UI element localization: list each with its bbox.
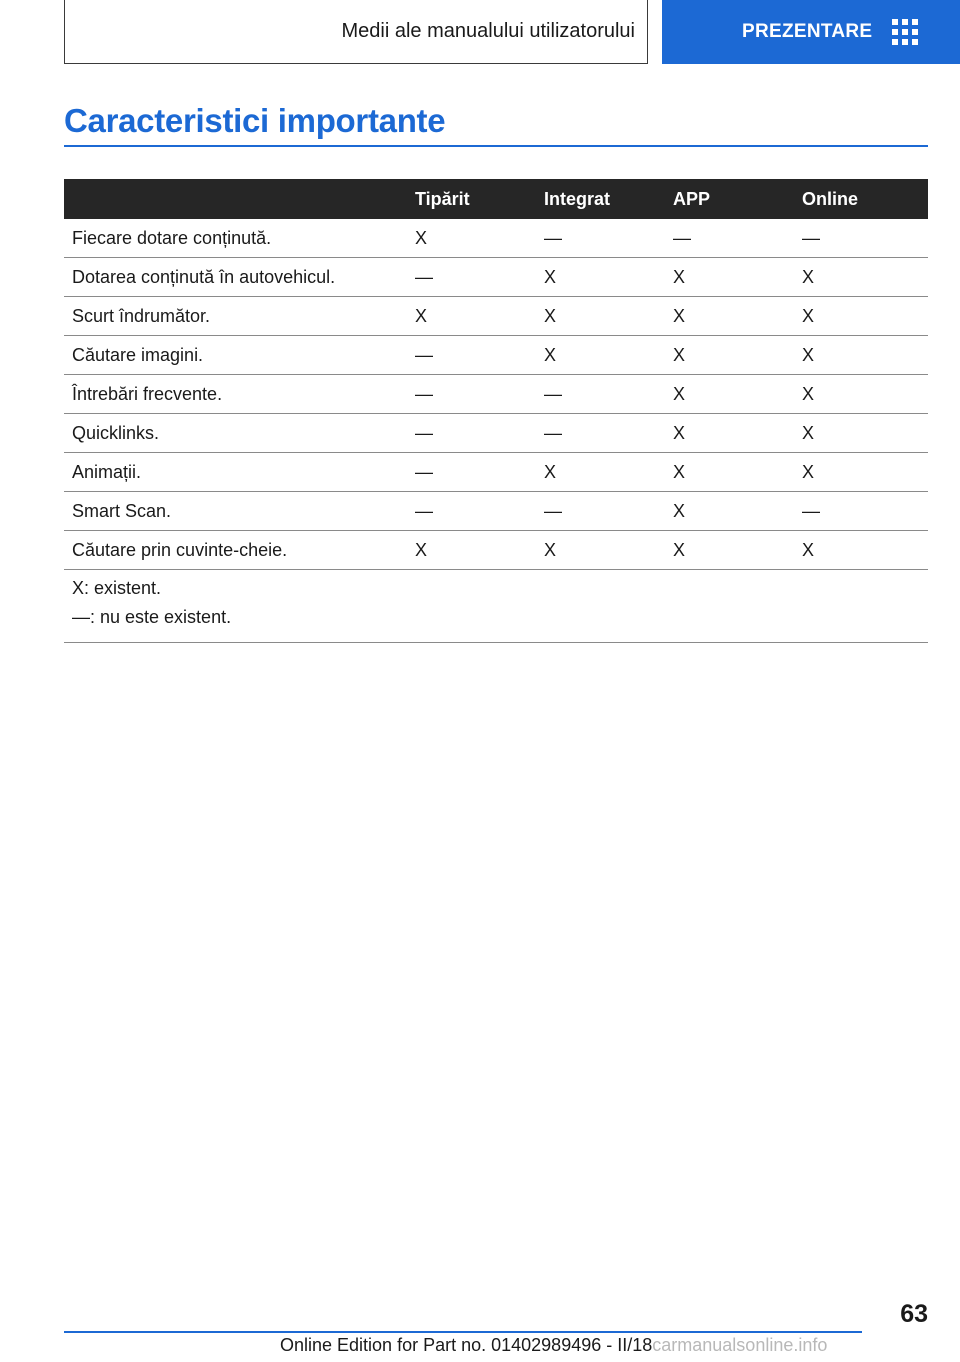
feature-name-cell: Întrebări frecvente. bbox=[64, 375, 407, 414]
legend-cell bbox=[64, 570, 928, 643]
availability-cell: — bbox=[794, 492, 928, 531]
availability-cell: — bbox=[536, 375, 665, 414]
grid-icon[interactable] bbox=[892, 19, 920, 45]
availability-cell: X bbox=[407, 219, 536, 258]
features-table bbox=[64, 179, 928, 643]
header-section-label: Medii ale manualului utilizatorului bbox=[341, 20, 635, 42]
availability-cell: X bbox=[536, 297, 665, 336]
column-header: Online bbox=[794, 179, 928, 219]
availability-cell: — bbox=[407, 492, 536, 531]
legend-item: —: nu este existent. bbox=[72, 607, 232, 627]
availability-cell: — bbox=[407, 258, 536, 297]
availability-cell: X bbox=[665, 297, 794, 336]
availability-cell: X bbox=[665, 336, 794, 375]
availability-cell: — bbox=[665, 219, 794, 258]
availability-cell: X bbox=[794, 531, 928, 570]
availability-cell: X bbox=[794, 258, 928, 297]
header-tab-label: PREZENTARE bbox=[742, 21, 873, 42]
title-divider bbox=[64, 145, 928, 147]
table-row bbox=[64, 414, 928, 453]
availability-cell: X bbox=[794, 336, 928, 375]
availability-cell: X bbox=[407, 531, 536, 570]
table-row bbox=[64, 531, 928, 570]
legend-row bbox=[64, 570, 928, 643]
availability-cell: X bbox=[536, 531, 665, 570]
availability-cell: X bbox=[665, 492, 794, 531]
availability-cell: — bbox=[407, 414, 536, 453]
header-section-box bbox=[64, 0, 648, 64]
table-header-row bbox=[64, 179, 928, 219]
table-row bbox=[64, 453, 928, 492]
feature-name-cell: Dotarea conținută în autovehicul. bbox=[64, 258, 407, 297]
footer-edition: Online Edition for Part no. 01402989496 - II/18 bbox=[280, 1335, 653, 1355]
table-row bbox=[64, 375, 928, 414]
header-tab[interactable] bbox=[662, 0, 960, 64]
feature-name-cell: Căutare imagini. bbox=[64, 336, 407, 375]
availability-cell: X bbox=[665, 453, 794, 492]
availability-cell: X bbox=[665, 258, 794, 297]
availability-cell: X bbox=[794, 375, 928, 414]
feature-name-cell: Animații. bbox=[64, 453, 407, 492]
feature-name-cell: Smart Scan. bbox=[64, 492, 407, 531]
table-row bbox=[64, 219, 928, 258]
legend-item: X: existent. bbox=[72, 578, 162, 598]
availability-cell: — bbox=[794, 219, 928, 258]
availability-cell: X bbox=[794, 453, 928, 492]
footer-divider bbox=[64, 1331, 862, 1333]
column-header: Tipărit bbox=[407, 179, 536, 219]
availability-cell: X bbox=[794, 297, 928, 336]
page-number: 63 bbox=[900, 1300, 928, 1328]
availability-cell: X bbox=[665, 375, 794, 414]
table-row bbox=[64, 336, 928, 375]
availability-cell: X bbox=[536, 453, 665, 492]
footer-watermark: carmanualsonline.info bbox=[652, 1335, 828, 1355]
availability-cell: — bbox=[407, 375, 536, 414]
table-row bbox=[64, 258, 928, 297]
availability-cell: X bbox=[536, 336, 665, 375]
feature-name-cell: Quicklinks. bbox=[64, 414, 407, 453]
availability-cell: — bbox=[536, 414, 665, 453]
column-header: Integrat bbox=[536, 179, 665, 219]
page-title: Caracteristici importante bbox=[64, 102, 446, 139]
availability-cell: — bbox=[536, 219, 665, 258]
column-header: APP bbox=[665, 179, 794, 219]
availability-cell: X bbox=[665, 414, 794, 453]
availability-cell: X bbox=[794, 414, 928, 453]
feature-name-cell: Scurt îndrumător. bbox=[64, 297, 407, 336]
availability-cell: X bbox=[536, 258, 665, 297]
column-header bbox=[64, 179, 407, 219]
availability-cell: X bbox=[407, 297, 536, 336]
table-row bbox=[64, 297, 928, 336]
footer bbox=[280, 1335, 827, 1356]
availability-cell: — bbox=[407, 453, 536, 492]
availability-cell: — bbox=[407, 336, 536, 375]
table-row bbox=[64, 492, 928, 531]
feature-name-cell: Căutare prin cuvinte-cheie. bbox=[64, 531, 407, 570]
feature-name-cell: Fiecare dotare conținută. bbox=[64, 219, 407, 258]
availability-cell: X bbox=[665, 531, 794, 570]
availability-cell: — bbox=[536, 492, 665, 531]
